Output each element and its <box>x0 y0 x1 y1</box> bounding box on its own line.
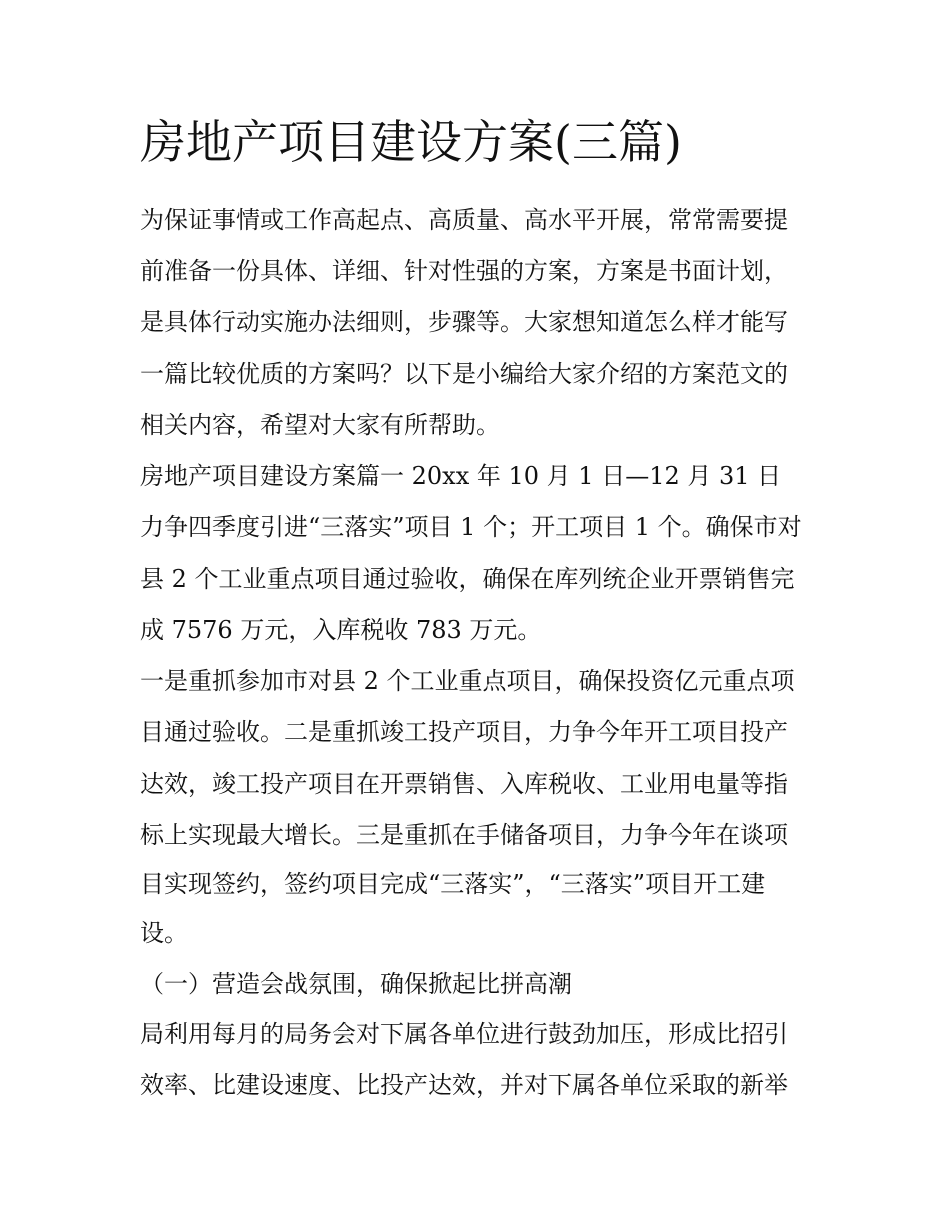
body-line: 是具体行动实施办法细则，步骤等。大家想知道怎么样才能写 <box>140 308 788 336</box>
body-line: 达效，竣工投产项目在开票销售、入库税收、工业用电量等指 <box>140 770 788 798</box>
document-title: 房地产项目建设方案(三篇) <box>140 115 682 169</box>
body-line: 前准备一份具体、详细、针对性强的方案，方案是书面计划， <box>140 257 788 285</box>
body-line: 力争四季度引进“三落实”项目 1 个；开工项目 1 个。确保市对 <box>140 513 802 541</box>
body-line: 效率、比建设速度、比投产达效，并对下属各单位采取的新举 <box>140 1071 788 1099</box>
body-line: 目实现签约，签约项目完成“三落实”，“三落实”项目开工建 <box>140 870 766 898</box>
body-line: 为保证事情或工作高起点、高质量、高水平开展，常常需要提 <box>140 206 788 234</box>
body-line: 标上实现最大增长。三是重抓在手储备项目，力争今年在谈项 <box>140 821 788 849</box>
body-line: 成 7576 万元，入库税收 783 万元。 <box>140 616 542 644</box>
subsection-heading: （一）营造会战氛围，确保掀起比拼高潮 <box>140 970 572 998</box>
section-heading: 房地产项目建设方案篇一 20xx 年 10 月 1 日—12 月 31 日 <box>140 462 782 490</box>
body-line: 设。 <box>140 919 188 947</box>
body-line: 县 2 个工业重点项目通过验收，确保在库列统企业开票销售完 <box>140 565 795 593</box>
body-line: 目通过验收。二是重抓竣工投产项目，力争今年开工项目投产 <box>140 718 788 746</box>
body-line: 相关内容，希望对大家有所帮助。 <box>140 411 500 439</box>
body-line: 局利用每月的局务会对下属各单位进行鼓劲加压，形成比招引 <box>140 1020 788 1048</box>
body-line: 一是重抓参加市对县 2 个工业重点项目，确保投资亿元重点项 <box>140 667 795 695</box>
body-line: 一篇比较优质的方案吗？以下是小编给大家介绍的方案范文的 <box>140 360 788 388</box>
